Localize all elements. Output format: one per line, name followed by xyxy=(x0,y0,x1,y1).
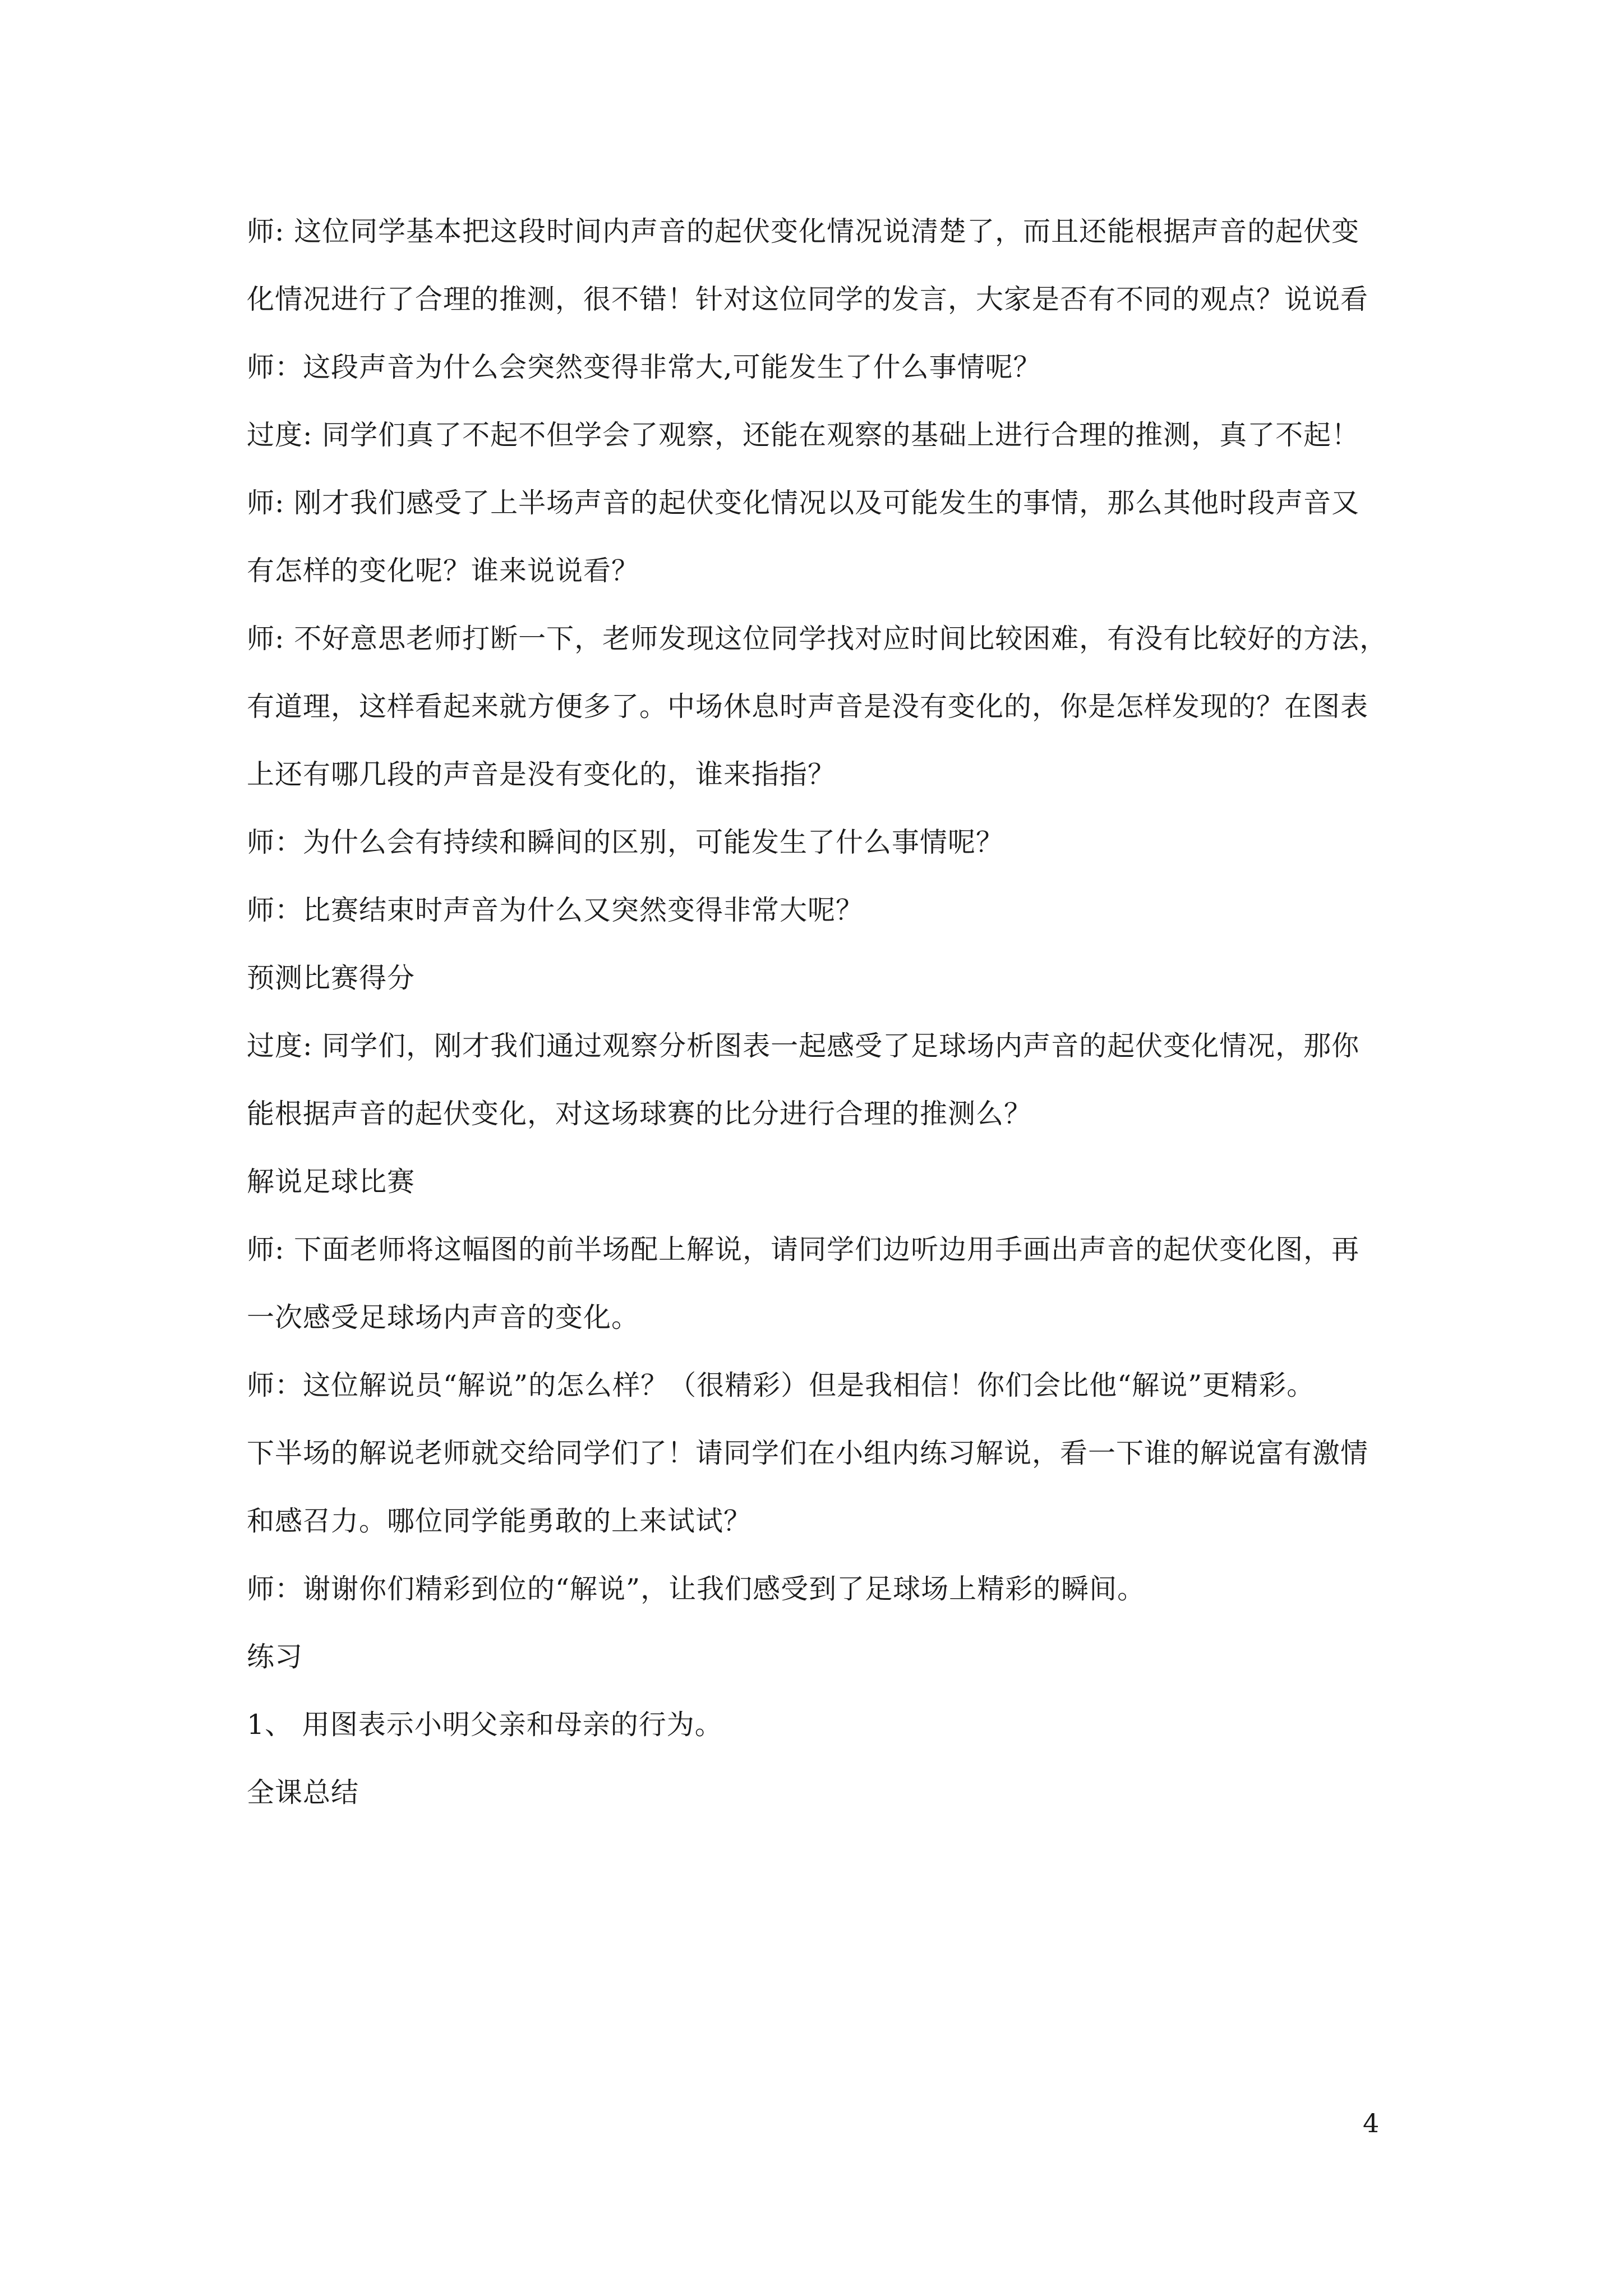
section-heading: 全课总结 xyxy=(247,1777,359,1809)
paragraph-line: 师：谢谢你们精彩到位的“解说”，让我们感受到了足球场上精彩的瞬间。 xyxy=(247,1573,1146,1605)
paragraph-line: 师: 这位同学基本把这段时间内声音的起伏变化情况说清楚了，而且还能根据声音的起伏变 xyxy=(247,215,1360,247)
paragraph-line: 师: 刚才我们感受了上半场声音的起伏变化情况以及可能发生的事情，那么其他时段声音又 xyxy=(247,487,1360,519)
paragraph-line: 能根据声音的起伏变化，对这场球赛的比分进行合理的推测么？ xyxy=(247,1098,1032,1130)
paragraph-line: 有道理，这样看起来就方便多了。中场休息时声音是没有变化的，你是怎样发现的？在图表 xyxy=(247,691,1369,723)
page-number: 4 xyxy=(1363,2108,1380,2138)
paragraph-line: 师: 下面老师将这幅图的前半场配上解说，请同学们边听边用手画出声音的起伏变化图，再 xyxy=(247,1234,1360,1266)
section-heading: 练习 xyxy=(247,1641,303,1673)
paragraph-line: 和感召力。哪位同学能勇敢的上来试试？ xyxy=(247,1505,752,1537)
paragraph-line: 下半场的解说老师就交给同学们了！请同学们在小组内练习解说，看一下谁的解说富有激情 xyxy=(247,1437,1369,1469)
section-heading: 预测比赛得分 xyxy=(247,962,416,994)
paragraph-line: 有怎样的变化呢？谁来说说看？ xyxy=(247,555,640,587)
paragraph-line: 师：这段声音为什么会突然变得非常大,可能发生了什么事情呢？ xyxy=(247,351,1041,383)
paragraph-line: 师：比赛结束时声音为什么又突然变得非常大呢？ xyxy=(247,894,864,926)
paragraph-line: 化情况进行了合理的推测，很不错！针对这位同学的发言，大家是否有不同的观点？说说看 xyxy=(247,283,1369,315)
section-heading: 解说足球比赛 xyxy=(247,1166,416,1198)
paragraph-line: 师：这位解说员“解说”的怎么样？（很精彩）但是我相信！你们会比他“解说”更精彩。 xyxy=(247,1369,1315,1401)
document-body xyxy=(247,213,1388,1842)
paragraph-line: 一次感受足球场内声音的变化。 xyxy=(247,1301,640,1333)
paragraph-line: 师: 不好意思老师打断一下，老师发现这位同学找对应时间比较困难，有没有比较好的方法， xyxy=(247,623,1388,655)
paragraph-line: 过度: 同学们真了不起不但学会了观察，还能在观察的基础上进行合理的推测，真了不起！ xyxy=(247,419,1360,451)
exercise-item: 1、 用图表示小明父亲和母亲的行为。 xyxy=(247,1709,723,1741)
paragraph-line: 上还有哪几段的声音是没有变化的，谁来指指？ xyxy=(247,758,836,790)
paragraph-line: 过度: 同学们，刚才我们通过观察分析图表一起感受了足球场内声音的起伏变化情况，那你 xyxy=(247,1030,1360,1062)
paragraph-line: 师：为什么会有持续和瞬间的区别，可能发生了什么事情呢？ xyxy=(247,826,1004,858)
